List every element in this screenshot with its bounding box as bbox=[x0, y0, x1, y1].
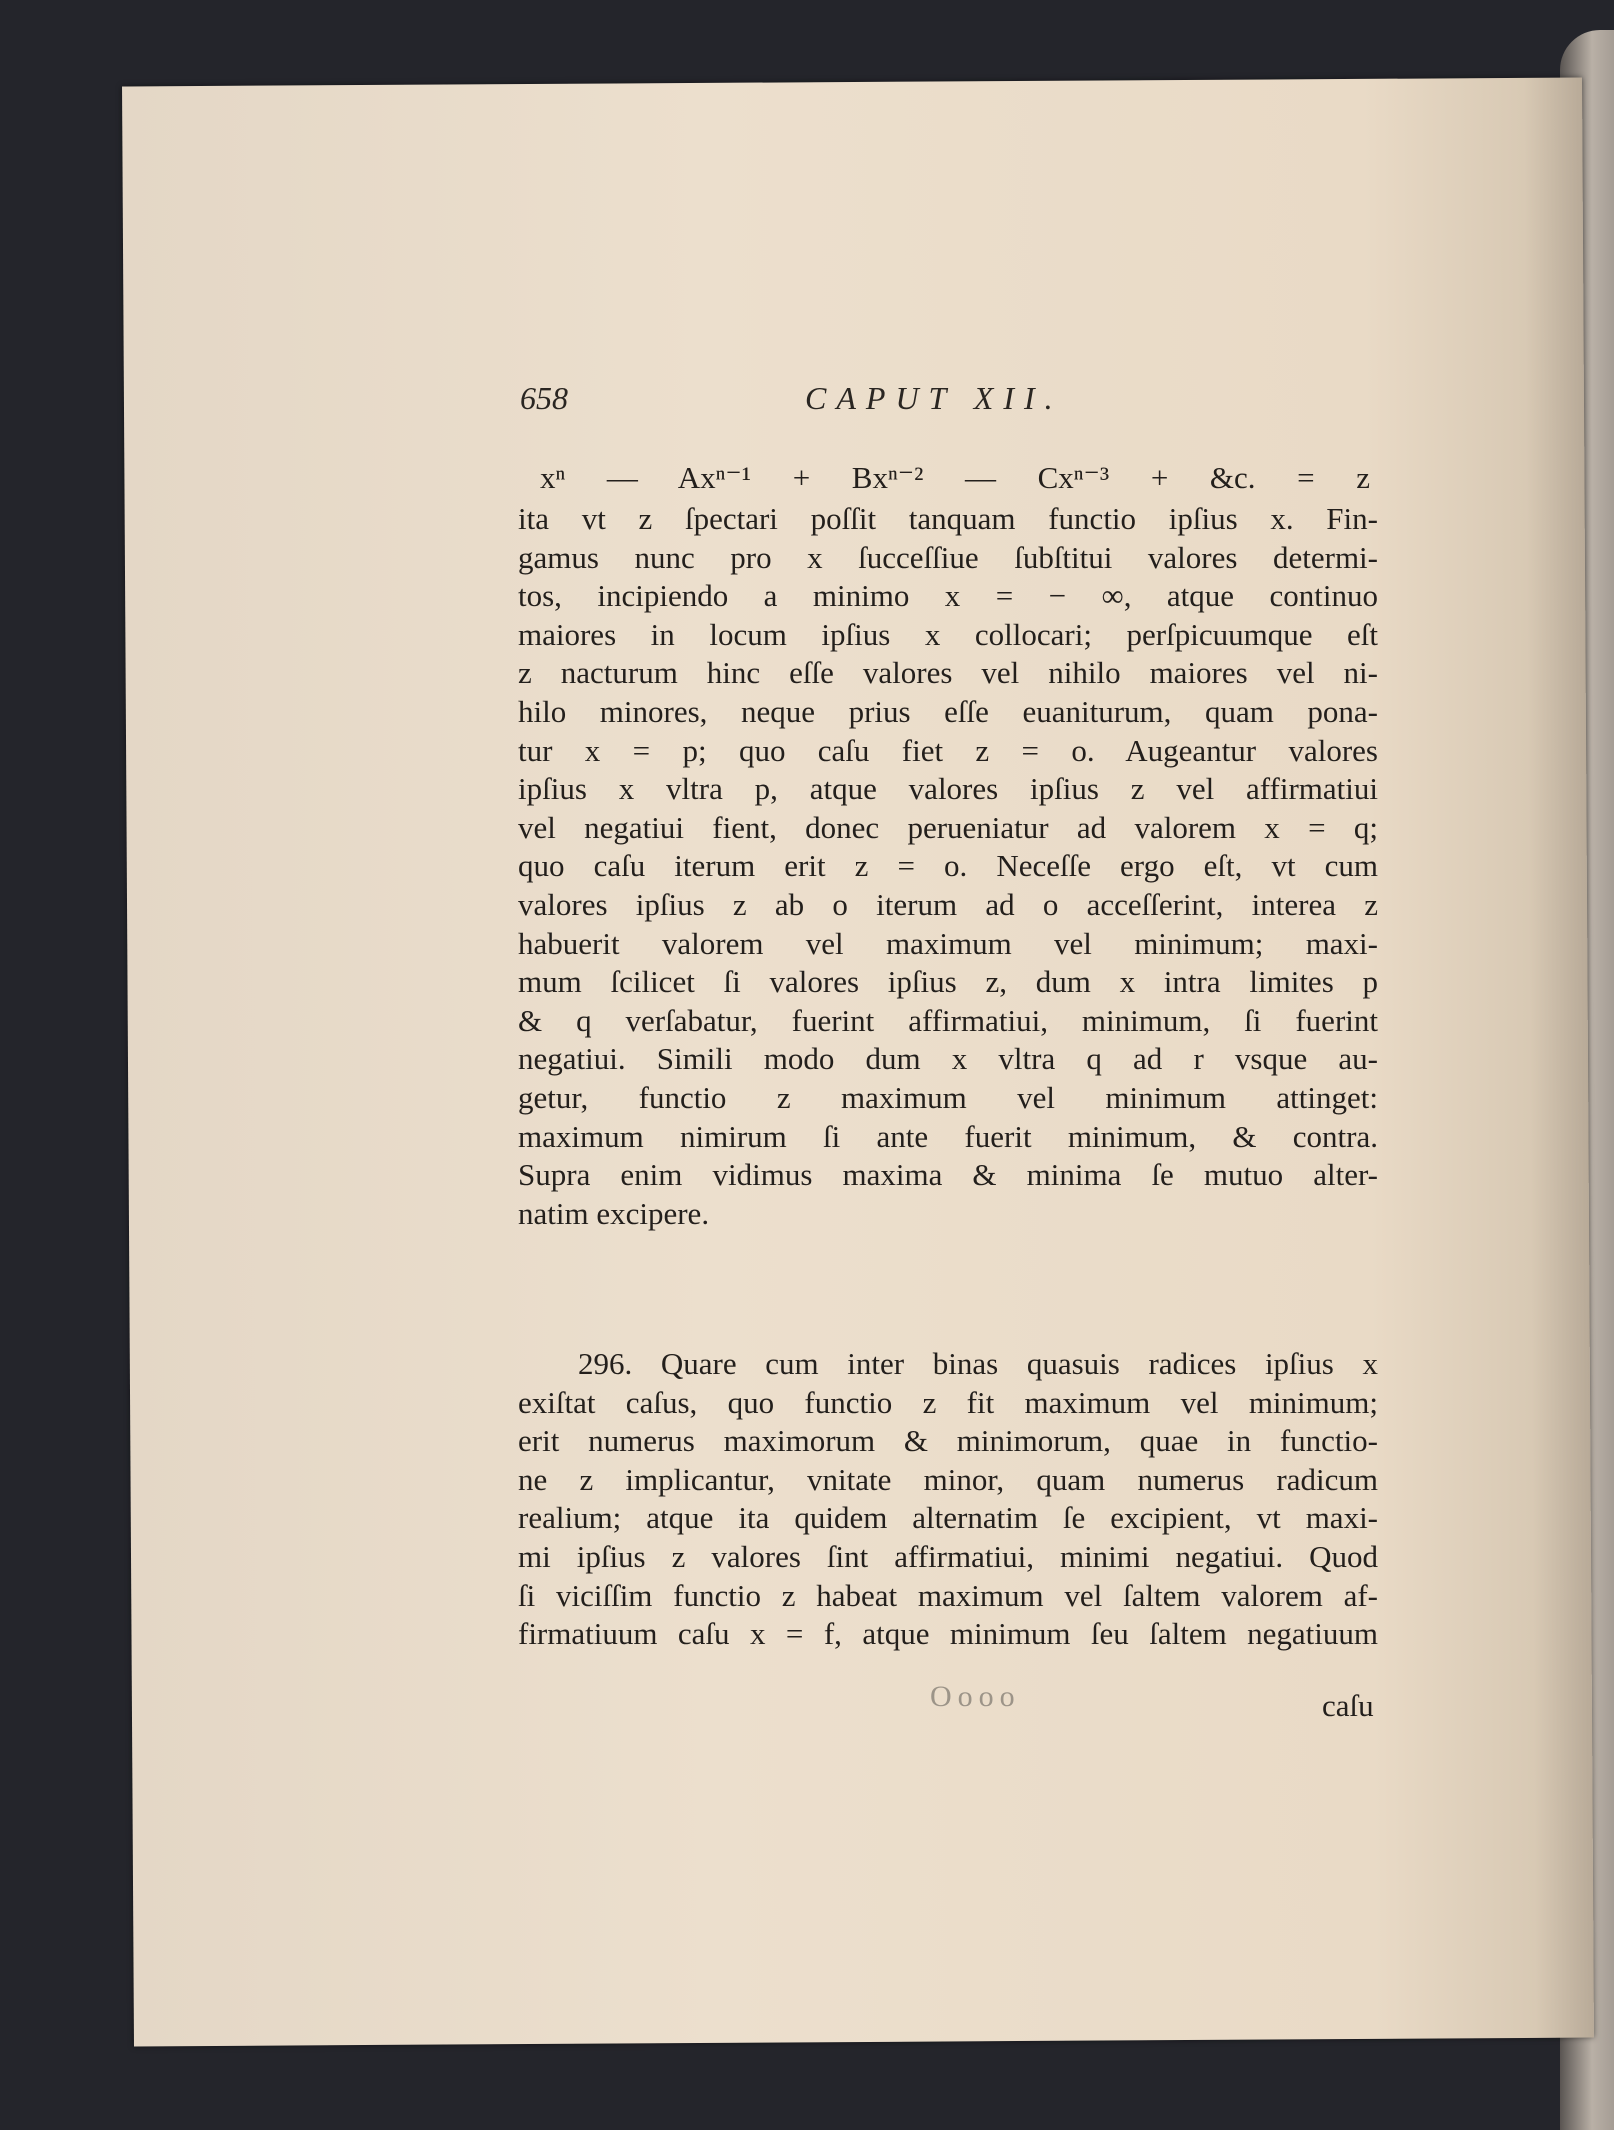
text-line: erit numerus maximorum & minimorum, quae in functio- bbox=[518, 1423, 1378, 1459]
text-line: tur x = p; quo caſu fiet z = o. Augeantur valores bbox=[518, 732, 1378, 768]
text-line: z nacturum hinc eſſe valores vel nihilo maiores vel ni- bbox=[518, 655, 1378, 691]
text-line: & q verſabatur, fuerint affirmatiui, minimum, ſi fuerint bbox=[518, 1002, 1378, 1038]
running-title: CAPUT XII. bbox=[805, 380, 1063, 416]
text-line: gamus nunc pro x ſucceſſiue ſubſtitui valores determi- bbox=[518, 539, 1378, 575]
text-line: habuerit valorem vel maximum vel minimum; maxi- bbox=[518, 925, 1378, 961]
text-line: mum ſcilicet ſi valores ipſius z, dum x intra limites p bbox=[518, 964, 1378, 1000]
text-line: realium; atque ita quidem alternatim ſe excipient, vt maxi- bbox=[518, 1500, 1378, 1536]
text-line: valores ipſius z ab o iterum ad o acceſſerint, interea z bbox=[518, 887, 1378, 922]
text-line: ita vt z ſpectari poſſit tanquam functio ipſius x. Fin- bbox=[518, 501, 1378, 536]
text-line: hilo minores, neque prius eſſe euaniturum, quam pona- bbox=[518, 694, 1378, 729]
text-line: quo caſu iterum erit z = o. Neceſſe ergo eſt, vt cum bbox=[518, 848, 1378, 884]
text-line: firmatiuum caſu x = f, atque minimum ſeu ſaltem negatiuum bbox=[518, 1616, 1378, 1652]
text-line: getur, functio z maximum vel minimum attinget: bbox=[518, 1080, 1378, 1115]
text-line: negatiui. Simili modo dum x vltra q ad r vsque au- bbox=[518, 1041, 1378, 1077]
text-line: mi ipſius z valores ſint affirmatiui, minimi negatiui. Quod bbox=[518, 1539, 1378, 1574]
catchword: caſu bbox=[1322, 1688, 1374, 1723]
formula: xⁿ — Axⁿ⁻¹ + Bxⁿ⁻² — Cxⁿ⁻³ + &c. = z bbox=[540, 460, 1370, 495]
page-header bbox=[520, 380, 1140, 420]
text-line: tos, incipiendo a minimo x = − ∞, atque continuo bbox=[518, 578, 1378, 614]
text-line: maximum nimirum ſi ante fuerit minimum, & contra. bbox=[518, 1118, 1378, 1154]
page-number: 658 bbox=[520, 380, 568, 416]
text-line: maiores in locum ipſius x collocari; perſpicuumque eſt bbox=[518, 616, 1378, 652]
text-line: ſi viciſſim functio z habeat maximum vel ſaltem valorem af- bbox=[518, 1577, 1378, 1613]
text-line: ne z implicantur, vnitate minor, quam numerus radicum bbox=[518, 1461, 1378, 1497]
text-line: vel negatiui fient, donec perueniatur ad valorem x = q; bbox=[518, 809, 1378, 845]
text-line: Supra enim vidimus maxima & minima ſe mutuo alter- bbox=[518, 1157, 1378, 1193]
text-line: 296. Quare cum inter binas quasuis radices ipſius x bbox=[578, 1346, 1378, 1381]
signature-mark: Oooo bbox=[930, 1680, 1021, 1713]
text-line: ipſius x vltra p, atque valores ipſius z vel affirmatiui bbox=[518, 771, 1378, 807]
text-line: natim excipere. bbox=[518, 1195, 710, 1231]
text-line: exiſtat caſus, quo functio z fit maximum vel minimum; bbox=[518, 1384, 1378, 1420]
